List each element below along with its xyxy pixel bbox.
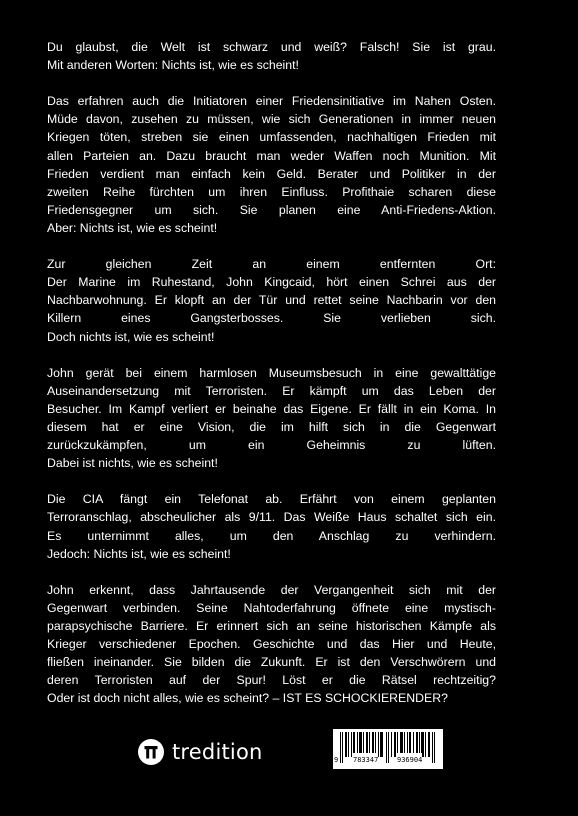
blurb-line: Doch nichts ist, wie es scheint!: [47, 329, 215, 344]
blurb-line: Der Marine im Ruhestand, John Kingcaid, hört einen Schrei aus der: [47, 275, 496, 290]
isbn-right-group: 936904: [397, 753, 422, 767]
blurb-line: Gegenwart verbinden. Seine Nahtoderfahrung öffnete eine mystisch-: [47, 600, 496, 615]
blurb-line: Aber: Nichts ist, wie es scheint!: [47, 220, 218, 235]
blurb-line: John erkennt, dass Jahrtausende der Vergangenheit sich mit der: [47, 582, 496, 597]
blurb-line: Oder ist doch nicht alles, wie es scheint? – IST ES SCHOCKIERENDER?: [47, 691, 448, 706]
blurb-line: Jedoch: Nichts ist, wie es scheint!: [47, 546, 231, 561]
blurb-line: fließen ineinander. Sie bilden die Zukunft. Er ist den Verschwörern und: [47, 655, 496, 670]
blurb-line: Das erfahren auch die Initiatoren einer Friedensinitiative im Nahen Osten.: [47, 94, 496, 109]
blurb-line: deren Terroristen auf der Spur! Löst er die Rätsel rechtzeitig?: [47, 673, 496, 688]
blurb-line: diesem hat er eine Vision, die im hilft sich in die Gegenwart: [47, 419, 496, 434]
blurb-line: zweiten Reihe fürchten um ihren Einfluss. Profithaie scharen diese: [47, 184, 496, 199]
blurb-line: Nachbarwohnung. Er klopft an der Tür und rettet seine Nachbarin vor den: [47, 293, 496, 308]
blurb-line: Du glaubst, die Welt ist schwarz und weiß? Falsch! Sie ist grau.: [47, 40, 496, 54]
blurb-paragraph: [47, 364, 496, 473]
blurb-line: Mit anderen Worten: Nichts ist, wie es scheint!: [47, 58, 299, 73]
isbn-left-group: 783347: [353, 753, 378, 767]
blurb-line: Zur gleichen Zeit an einem entfernten Ort:: [47, 257, 496, 272]
blurb-paragraph: [47, 92, 496, 237]
blurb-line: allen Parteien an. Dazu braucht man weder Waffen noch Munition. Mit: [47, 148, 496, 163]
blurb-line: Es unternimmt alles, um den Anschlag zu verhindern.: [47, 528, 496, 543]
blurb-line: Dabei ist nichts, wie es scheint!: [47, 456, 218, 471]
blurb-line: John gerät bei einem harmlosen Museumsbesuch in eine gewalttätige: [47, 365, 496, 380]
blurb-line: Terroranschlag, abscheulicher als 9/11. Das Weiße Haus schaltet sich ein.: [47, 510, 496, 525]
blurb-line: Frieden verdient man einfach kein Geld. Berater und Politiker in der: [47, 166, 496, 181]
blurb-paragraph: [47, 581, 496, 708]
blurb-line: Die CIA fängt ein Telefonat ab. Erfährt von einem geplanten: [47, 492, 496, 507]
publisher-logo: [138, 739, 263, 765]
blurb-line: Kriegen töten, streben sie einen umfassenden, nachhaltigen Frieden mit: [47, 130, 496, 145]
blurb-line: zurückzukämpfen, um ein Geheimnis zu lüften.: [47, 438, 496, 453]
back-cover-blurb: [47, 38, 496, 726]
publisher-name: tredition: [172, 740, 263, 764]
blurb-line: Müde davon, zusehen zu müssen, wie sich Generationen in immer neuen: [47, 112, 496, 127]
blurb-line: Auseinandersetzung mit Terroristen. Er kämpft um das Leben der: [47, 383, 496, 398]
blurb-line: parapsychische Barriere. Er erinnert sich an seine historischen Kämpfe als: [47, 619, 496, 633]
blurb-paragraph: [47, 255, 496, 345]
blurb-paragraph: [47, 490, 496, 562]
blurb-line: Killern eines Gangsterbosses. Sie verlieben sich.: [47, 311, 496, 326]
tredition-logo-icon: [138, 739, 164, 765]
isbn-digits: [333, 753, 443, 767]
blurb-paragraph: [47, 38, 496, 74]
blurb-line: Krieger verschiedener Epochen. Geschichte und das Hier und Heute,: [47, 637, 496, 652]
blurb-line: Besucher. Im Kampf verliert er beinahe das Eigene. Er fällt in ein Koma. In: [47, 401, 496, 416]
isbn-prefix-digit: 9: [334, 753, 338, 767]
isbn-barcode: [333, 729, 443, 769]
blurb-line: Friedensgegner um sich. Sie planen eine Anti-Friedens-Aktion.: [47, 202, 496, 217]
